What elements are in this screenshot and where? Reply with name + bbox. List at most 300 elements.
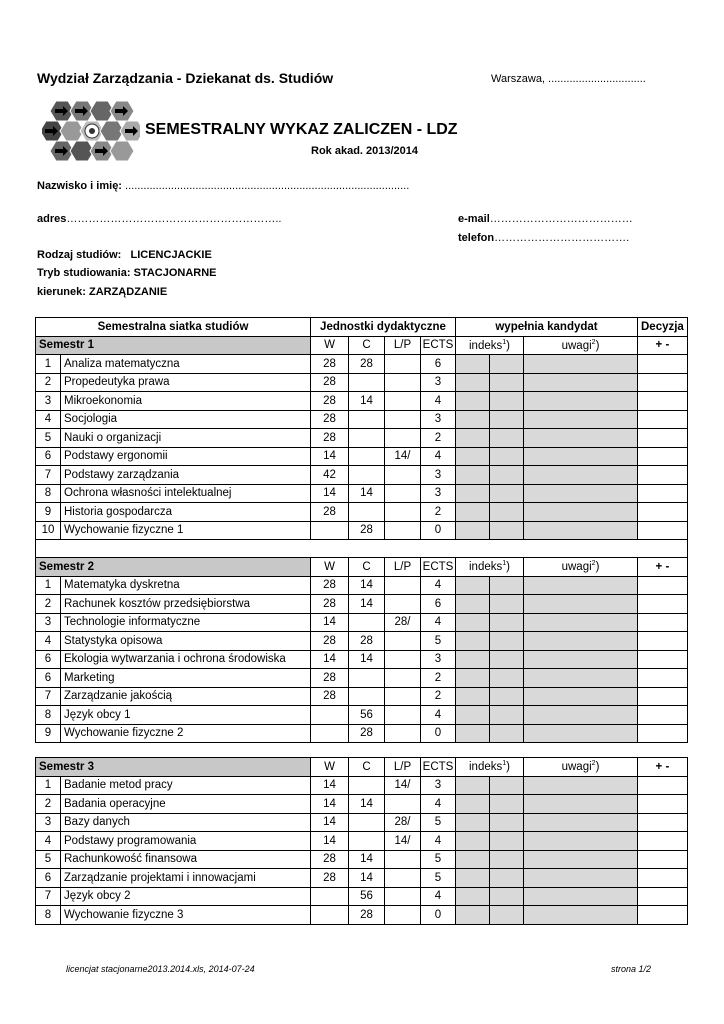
- hours-lp: [385, 595, 421, 614]
- hours-lp: [385, 869, 421, 888]
- course-name: Analiza matematyczna: [61, 355, 311, 374]
- index-cell-a[interactable]: [456, 795, 490, 814]
- hours-lp: [385, 503, 421, 522]
- ects-points: 3: [421, 466, 456, 485]
- decision-cell[interactable]: [638, 632, 688, 651]
- table-row: [36, 392, 688, 411]
- ects-points: 5: [421, 850, 456, 869]
- col-decision: + -: [638, 558, 688, 577]
- notes-cell[interactable]: [524, 669, 638, 688]
- course-name: Ochrona własności intelektualnej: [61, 484, 311, 503]
- hours-c: [349, 503, 385, 522]
- field-line: [37, 286, 167, 298]
- hours-w: 14: [311, 484, 349, 503]
- grades-table: [35, 317, 688, 925]
- index-cell-a[interactable]: [456, 850, 490, 869]
- decision-cell[interactable]: [638, 484, 688, 503]
- email-label: e-mail: [458, 213, 490, 225]
- notes-cell[interactable]: [524, 503, 638, 522]
- course-name: Propedeutyka prawa: [61, 373, 311, 392]
- hours-w: [311, 887, 349, 906]
- notes-cell[interactable]: [524, 813, 638, 832]
- index-cell-a[interactable]: [456, 650, 490, 669]
- table-row: [36, 595, 688, 614]
- index-cell-a[interactable]: [456, 687, 490, 706]
- table-row: [36, 795, 688, 814]
- semester-title: Semestr 2: [36, 558, 311, 577]
- row-number: 1: [36, 576, 61, 595]
- notes-cell[interactable]: [524, 576, 638, 595]
- phone-label: telefon: [458, 232, 495, 244]
- table-row: [36, 503, 688, 522]
- study-type-value: LICENCJACKIE: [130, 249, 212, 261]
- index-cell-b[interactable]: [490, 724, 524, 743]
- col-notes-close: ): [595, 761, 600, 774]
- notes-cell[interactable]: [524, 466, 638, 485]
- course-name: Podstawy ergonomii: [61, 447, 311, 466]
- hours-lp: 14/: [385, 776, 421, 795]
- row-number: 7: [36, 466, 61, 485]
- index-cell-b[interactable]: [490, 503, 524, 522]
- hours-lp: [385, 669, 421, 688]
- ects-points: 3: [421, 373, 456, 392]
- hours-w: 28: [311, 687, 349, 706]
- index-cell-a[interactable]: [456, 832, 490, 851]
- row-number: 3: [36, 392, 61, 411]
- index-cell-b[interactable]: [490, 887, 524, 906]
- col-notes-text: uwagi: [561, 561, 592, 574]
- hours-lp: [385, 373, 421, 392]
- index-cell-a[interactable]: [456, 869, 490, 888]
- notes-cell[interactable]: [524, 724, 638, 743]
- index-cell-b[interactable]: [490, 813, 524, 832]
- decision-cell[interactable]: [638, 429, 688, 448]
- table-row: [36, 521, 688, 540]
- hours-c: 28: [349, 521, 385, 540]
- course-name: Ekologia wytwarzania i ochrona środowiska: [61, 650, 311, 669]
- index-cell-b[interactable]: [490, 355, 524, 374]
- index-cell-b[interactable]: [490, 447, 524, 466]
- decision-cell[interactable]: [638, 850, 688, 869]
- hours-w: 28: [311, 429, 349, 448]
- hours-lp: 14/: [385, 447, 421, 466]
- hours-w: 28: [311, 850, 349, 869]
- hours-w: 28: [311, 669, 349, 688]
- index-cell-a[interactable]: [456, 632, 490, 651]
- index-cell-a[interactable]: [456, 887, 490, 906]
- address-label: adres: [37, 213, 67, 225]
- decision-cell[interactable]: [638, 724, 688, 743]
- decision-cell[interactable]: [638, 795, 688, 814]
- hours-w: 14: [311, 832, 349, 851]
- course-name: Język obcy 1: [61, 706, 311, 725]
- ects-points: 3: [421, 776, 456, 795]
- index-cell-b[interactable]: [490, 632, 524, 651]
- phone-line: [458, 232, 629, 244]
- decision-cell[interactable]: [638, 906, 688, 925]
- col-index-sup: 1: [502, 338, 507, 346]
- decision-cell[interactable]: [638, 595, 688, 614]
- col-decision: + -: [638, 758, 688, 777]
- table-row: [36, 687, 688, 706]
- ects-points: 5: [421, 869, 456, 888]
- col-index: [456, 758, 524, 777]
- ects-points: 3: [421, 484, 456, 503]
- decision-cell[interactable]: [638, 613, 688, 632]
- course-name: Statystyka opisowa: [61, 632, 311, 651]
- col-notes-close: ): [595, 339, 600, 352]
- notes-cell[interactable]: [524, 632, 638, 651]
- course-name: Podstawy zarządzania: [61, 466, 311, 485]
- table-row: [36, 632, 688, 651]
- email-line: [458, 213, 633, 225]
- ects-points: 4: [421, 576, 456, 595]
- decision-cell[interactable]: [638, 576, 688, 595]
- footer-page: strona 1/2: [611, 964, 652, 974]
- table-row: [36, 724, 688, 743]
- notes-cell[interactable]: [524, 832, 638, 851]
- ects-points: 3: [421, 650, 456, 669]
- hours-w: 28: [311, 869, 349, 888]
- row-number: 6: [36, 447, 61, 466]
- col-index-text: indeks: [469, 339, 503, 352]
- ects-points: 5: [421, 813, 456, 832]
- index-cell-a[interactable]: [456, 447, 490, 466]
- col-ects: ECTS: [421, 336, 456, 355]
- course-name: Zarządzanie jakością: [61, 687, 311, 706]
- hours-c: [349, 466, 385, 485]
- decision-cell[interactable]: [638, 447, 688, 466]
- notes-cell[interactable]: [524, 887, 638, 906]
- hours-w: 14: [311, 613, 349, 632]
- hours-w: 14: [311, 813, 349, 832]
- row-number: 3: [36, 813, 61, 832]
- index-cell-b[interactable]: [490, 869, 524, 888]
- row-number: 4: [36, 832, 61, 851]
- ects-points: 4: [421, 706, 456, 725]
- notes-cell[interactable]: [524, 484, 638, 503]
- decision-cell[interactable]: [638, 410, 688, 429]
- table-row: [36, 410, 688, 429]
- name-line: [37, 180, 409, 192]
- hours-lp: [385, 355, 421, 374]
- col-lp: L/P: [385, 336, 421, 355]
- col-notes-text: uwagi: [561, 761, 592, 774]
- decision-cell[interactable]: [638, 687, 688, 706]
- hours-w: 28: [311, 355, 349, 374]
- index-cell-b[interactable]: [490, 776, 524, 795]
- table-row: [36, 832, 688, 851]
- index-cell-a[interactable]: [456, 503, 490, 522]
- row-number: 8: [36, 706, 61, 725]
- decision-cell[interactable]: [638, 706, 688, 725]
- study-type-line: [37, 249, 212, 261]
- hours-w: 14: [311, 447, 349, 466]
- notes-cell[interactable]: [524, 373, 638, 392]
- decision-cell[interactable]: [638, 869, 688, 888]
- course-name: Rachunkowość finansowa: [61, 850, 311, 869]
- course-name: Badania operacyjne: [61, 795, 311, 814]
- notes-cell[interactable]: [524, 850, 638, 869]
- course-name: Mikroekonomia: [61, 392, 311, 411]
- index-cell-b[interactable]: [490, 466, 524, 485]
- notes-cell[interactable]: [524, 687, 638, 706]
- ects-points: 4: [421, 392, 456, 411]
- notes-cell[interactable]: [524, 795, 638, 814]
- hours-c: [349, 832, 385, 851]
- index-cell-b[interactable]: [490, 429, 524, 448]
- place-date: Warszawa, ................................: [491, 73, 646, 85]
- index-cell-b[interactable]: [490, 687, 524, 706]
- hours-c: [349, 447, 385, 466]
- hours-lp: [385, 466, 421, 485]
- hours-c: 28: [349, 906, 385, 925]
- notes-cell[interactable]: [524, 869, 638, 888]
- index-cell-b[interactable]: [490, 484, 524, 503]
- semester-title: Semestr 1: [36, 336, 311, 355]
- index-cell-b[interactable]: [490, 706, 524, 725]
- index-cell-b[interactable]: [490, 521, 524, 540]
- index-cell-b[interactable]: [490, 795, 524, 814]
- index-cell-b[interactable]: [490, 595, 524, 614]
- semester-spacer: [36, 743, 688, 758]
- ects-points: 4: [421, 447, 456, 466]
- table-row: [36, 813, 688, 832]
- table-row: [36, 869, 688, 888]
- decision-cell[interactable]: [638, 466, 688, 485]
- faculty-title: Wydział Zarządzania - Dziekanat ds. Studiów: [37, 70, 334, 86]
- index-cell-a[interactable]: [456, 429, 490, 448]
- hours-c: [349, 687, 385, 706]
- col-index-close: ): [506, 761, 510, 774]
- course-name: Badanie metod pracy: [61, 776, 311, 795]
- hours-w: [311, 906, 349, 925]
- row-number: 2: [36, 373, 61, 392]
- hours-lp: 28/: [385, 813, 421, 832]
- index-cell-b[interactable]: [490, 576, 524, 595]
- hours-w: [311, 724, 349, 743]
- index-cell-a[interactable]: [456, 355, 490, 374]
- email-field[interactable]: …………………………………: [489, 213, 633, 225]
- hours-c: 56: [349, 887, 385, 906]
- notes-cell[interactable]: [524, 429, 638, 448]
- ects-points: 2: [421, 429, 456, 448]
- phone-field[interactable]: ……………………………….: [494, 232, 630, 244]
- course-name: Zarządzanie projektami i innowacjami: [61, 869, 311, 888]
- notes-cell[interactable]: [524, 613, 638, 632]
- decision-cell[interactable]: [638, 521, 688, 540]
- col-w: W: [311, 558, 349, 577]
- decision-cell[interactable]: [638, 392, 688, 411]
- col-ects: ECTS: [421, 558, 456, 577]
- index-cell-a[interactable]: [456, 813, 490, 832]
- hours-w: 28: [311, 373, 349, 392]
- address-line: [37, 213, 281, 225]
- col-notes-sup: 2: [591, 560, 596, 568]
- index-cell-b[interactable]: [490, 832, 524, 851]
- index-cell-a[interactable]: [456, 776, 490, 795]
- semester-header-row: [36, 558, 688, 577]
- ects-points: 4: [421, 613, 456, 632]
- hours-c: [349, 613, 385, 632]
- index-cell-b[interactable]: [490, 392, 524, 411]
- index-cell-a[interactable]: [456, 613, 490, 632]
- decision-cell[interactable]: [638, 355, 688, 374]
- name-field[interactable]: .............................................................................................: [125, 180, 410, 192]
- col-lp: L/P: [385, 558, 421, 577]
- index-cell-a[interactable]: [456, 576, 490, 595]
- index-cell-a[interactable]: [456, 906, 490, 925]
- notes-cell[interactable]: [524, 706, 638, 725]
- col-index: [456, 558, 524, 577]
- course-name: Rachunek kosztów przedsiębiorstwa: [61, 595, 311, 614]
- hours-c: [349, 776, 385, 795]
- decision-cell[interactable]: [638, 373, 688, 392]
- notes-cell[interactable]: [524, 447, 638, 466]
- table-row: [36, 776, 688, 795]
- hours-lp: [385, 687, 421, 706]
- decision-cell[interactable]: [638, 669, 688, 688]
- course-name: Wychowanie fizyczne 3: [61, 906, 311, 925]
- ects-points: 6: [421, 355, 456, 374]
- course-name: Wychowanie fizyczne 1: [61, 521, 311, 540]
- ects-points: 0: [421, 724, 456, 743]
- hours-c: 28: [349, 724, 385, 743]
- hours-lp: [385, 650, 421, 669]
- hours-c: 14: [349, 595, 385, 614]
- col-c: C: [349, 558, 385, 577]
- index-cell-b[interactable]: [490, 850, 524, 869]
- col-ects: ECTS: [421, 758, 456, 777]
- hours-c: [349, 813, 385, 832]
- hours-w: 14: [311, 795, 349, 814]
- index-cell-a[interactable]: [456, 410, 490, 429]
- ects-points: 4: [421, 832, 456, 851]
- index-cell-b[interactable]: [490, 906, 524, 925]
- index-cell-a[interactable]: [456, 392, 490, 411]
- col-notes-text: uwagi: [561, 339, 592, 352]
- ects-points: 5: [421, 632, 456, 651]
- hours-w: 28: [311, 595, 349, 614]
- notes-cell[interactable]: [524, 776, 638, 795]
- index-cell-a[interactable]: [456, 595, 490, 614]
- row-number: 10: [36, 521, 61, 540]
- index-cell-a[interactable]: [456, 724, 490, 743]
- col-notes: [524, 558, 638, 577]
- study-mode-value: STACJONARNE: [133, 267, 217, 279]
- col-w: W: [311, 758, 349, 777]
- hours-lp: [385, 887, 421, 906]
- decision-cell[interactable]: [638, 832, 688, 851]
- decision-cell[interactable]: [638, 503, 688, 522]
- course-name: Bazy danych: [61, 813, 311, 832]
- col-c: C: [349, 758, 385, 777]
- row-number: 5: [36, 850, 61, 869]
- table-row: [36, 484, 688, 503]
- index-cell-b[interactable]: [490, 669, 524, 688]
- hours-lp: [385, 795, 421, 814]
- ects-points: 4: [421, 887, 456, 906]
- row-number: 9: [36, 503, 61, 522]
- decision-cell[interactable]: [638, 887, 688, 906]
- hours-lp: [385, 576, 421, 595]
- notes-cell[interactable]: [524, 521, 638, 540]
- table-row: [36, 906, 688, 925]
- ects-points: 2: [421, 503, 456, 522]
- row-number: 4: [36, 410, 61, 429]
- decision-header: Decyzja: [638, 318, 688, 337]
- course-name: Wychowanie fizyczne 2: [61, 724, 311, 743]
- ects-points: 6: [421, 595, 456, 614]
- index-cell-b[interactable]: [490, 373, 524, 392]
- notes-cell[interactable]: [524, 595, 638, 614]
- index-cell-b[interactable]: [490, 613, 524, 632]
- course-name: Socjologia: [61, 410, 311, 429]
- decision-cell[interactable]: [638, 650, 688, 669]
- hours-w: 28: [311, 503, 349, 522]
- col-index-close: ): [506, 561, 510, 574]
- candidate-header: wypełnia kandydat: [456, 318, 638, 337]
- notes-cell[interactable]: [524, 355, 638, 374]
- hours-c: 14: [349, 795, 385, 814]
- course-name: Podstawy programowania: [61, 832, 311, 851]
- col-index-text: indeks: [469, 761, 503, 774]
- index-cell-a[interactable]: [456, 706, 490, 725]
- hours-c: [349, 410, 385, 429]
- semester-header-row: [36, 336, 688, 355]
- table-row: [36, 650, 688, 669]
- col-index-close: ): [506, 339, 510, 352]
- col-w: W: [311, 336, 349, 355]
- col-decision: + -: [638, 336, 688, 355]
- notes-cell[interactable]: [524, 906, 638, 925]
- hours-c: 14: [349, 850, 385, 869]
- col-index-text: indeks: [469, 561, 503, 574]
- hours-c: [349, 669, 385, 688]
- units-header: Jednostki dydaktyczne: [311, 318, 456, 337]
- study-mode-line: [37, 267, 217, 279]
- index-cell-a[interactable]: [456, 373, 490, 392]
- index-cell-a[interactable]: [456, 521, 490, 540]
- hours-w: 42: [311, 466, 349, 485]
- semester-gap: [36, 540, 688, 558]
- row-number: 8: [36, 484, 61, 503]
- notes-cell[interactable]: [524, 410, 638, 429]
- decision-cell[interactable]: [638, 813, 688, 832]
- index-cell-a[interactable]: [456, 466, 490, 485]
- grid-header: Semestralna siatka studiów: [36, 318, 311, 337]
- address-field[interactable]: …………………………………………………..: [66, 213, 282, 225]
- index-cell-a[interactable]: [456, 669, 490, 688]
- col-notes-sup: 2: [591, 338, 596, 346]
- ects-points: 0: [421, 521, 456, 540]
- col-notes-close: ): [595, 561, 600, 574]
- notes-cell[interactable]: [524, 650, 638, 669]
- hours-w: 28: [311, 576, 349, 595]
- decision-cell[interactable]: [638, 776, 688, 795]
- table-row: [36, 429, 688, 448]
- hours-c: 14: [349, 576, 385, 595]
- index-cell-b[interactable]: [490, 410, 524, 429]
- page-title: SEMESTRALNY WYKAZ ZALICZEN - LDZ: [145, 121, 458, 138]
- notes-cell[interactable]: [524, 392, 638, 411]
- index-cell-b[interactable]: [490, 650, 524, 669]
- row-number: 2: [36, 795, 61, 814]
- index-cell-a[interactable]: [456, 484, 490, 503]
- col-notes: [524, 758, 638, 777]
- col-index-sup: 1: [502, 760, 507, 768]
- row-number: 6: [36, 869, 61, 888]
